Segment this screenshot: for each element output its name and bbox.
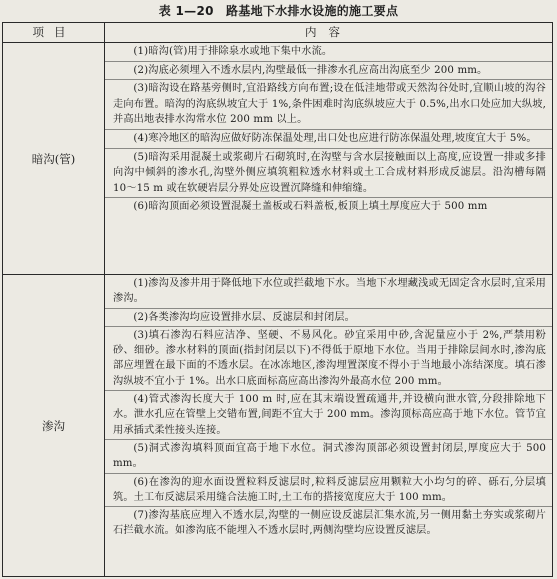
- content-item: (4)管式渗沟长度大于 100 m 时,应在其末端设置疏通井,并设横向泄水管,分段排除地下水。泄水孔应在管壁上交错布置,间距不宜大于 200 mm。渗沟顶标高应高于地下水位。管节宜用承插式柔性接头连接。: [105, 391, 552, 440]
- content-item: (2)各类渗沟均应设置排水层、反滤层和封闭层。: [105, 309, 552, 327]
- table-header-row: [3, 23, 552, 43]
- section-blind-drain: [3, 43, 552, 275]
- section-label: 渗沟: [42, 418, 65, 433]
- content-item: (1)渗沟及渗井用于降低地下水位或拦截地下水。当地下水埋藏浅或无固定含水层时,宜采用渗沟。: [105, 275, 552, 309]
- content-item: (7)渗沟基底应埋入不透水层,沟壁的一侧应设反滤层汇集水流,另一侧用黏土夯实或浆砌片石拦截水流。如渗沟底不能埋入不透水层时,两侧沟壁均应设置反滤层。: [113, 510, 546, 537]
- content-item: (5)暗沟采用混凝土或浆砌片石砌筑时,在沟壁与含水层接触面以上高度,应设置一排或多排向沟中倾斜的渗水孔,沟壁外侧应填筑粗粒透水材料或土工合成材料形成反滤层。沿沟槽每隔 10～15 m 或在软硬岩层分界处应设置沉降缝和伸缩缝。: [105, 149, 552, 199]
- section-content: [105, 43, 552, 274]
- construction-points-table: [2, 22, 553, 577]
- table-caption: 表 1—20 路基地下水排水设施的施工要点: [158, 4, 399, 18]
- section-content: [105, 275, 552, 576]
- header-item-column: 项目: [32, 25, 76, 39]
- content-item: (6)暗沟顶面必须设置混凝土盖板或石料盖板,板顶上填土厚度应大于 500 mm: [133, 201, 488, 213]
- content-item: (2)沟底必须埋入不透水层内,沟壁最低一排渗水孔应高出沟底至少 200 mm。: [105, 62, 552, 81]
- section-label: 暗沟(管): [31, 151, 76, 166]
- content-item: (6)在渗沟的迎水面设置粒料反滤层时,粒料反滤层应用颗粒大小均匀的碎、砾石,分层填筑。土工布反滤层采用缝合法施工时,土工布的搭接宽度应大于 100 mm。: [105, 474, 552, 508]
- content-item: (5)洞式渗沟填料顶面宜高于地下水位。洞式渗沟顶部必须设置封闭层,厚度应大于 500 mm。: [105, 440, 552, 474]
- content-item: (3)填石渗沟石料应洁净、坚硬、不易风化。砂宜采用中砂,含泥量应小于 2%,严禁用粉砂、细砂。渗水材料的顶面(指封闭层以下)不得低于原地下水位。当用于排除层间水时,渗沟底部应埋置在最下面的不透水层。在冰冻地区,渗沟埋置深度不得小于当地最小冻结深度。填石渗沟纵坡不宜小于 1%。出水口底面标高应高出渗沟外最高水位 200 mm。: [105, 327, 552, 391]
- section-seepage-ditch: [3, 275, 552, 576]
- header-content-column: 内容: [305, 25, 352, 39]
- content-item: (1)暗沟(管)用于排除泉水或地下集中水流。: [105, 43, 552, 62]
- column-divider: [104, 23, 105, 576]
- content-item: (4)寒冷地区的暗沟应做好防冻保温处理,出口处也应进行防冻保温处理,坡度宜大于 5%。: [105, 130, 552, 149]
- content-item: (3)暗沟设在路基旁侧时,宜沿路线方向布置;设在低洼地带或天然沟谷处时,宜顺山坡的沟谷走向布置。暗沟的沟底纵坡宜大于 1%,条件困难时沟底纵坡应大于 0.5%,出水口处应加大纵坡,并高出地表排水沟常水位 200 mm 以上。: [105, 80, 552, 130]
